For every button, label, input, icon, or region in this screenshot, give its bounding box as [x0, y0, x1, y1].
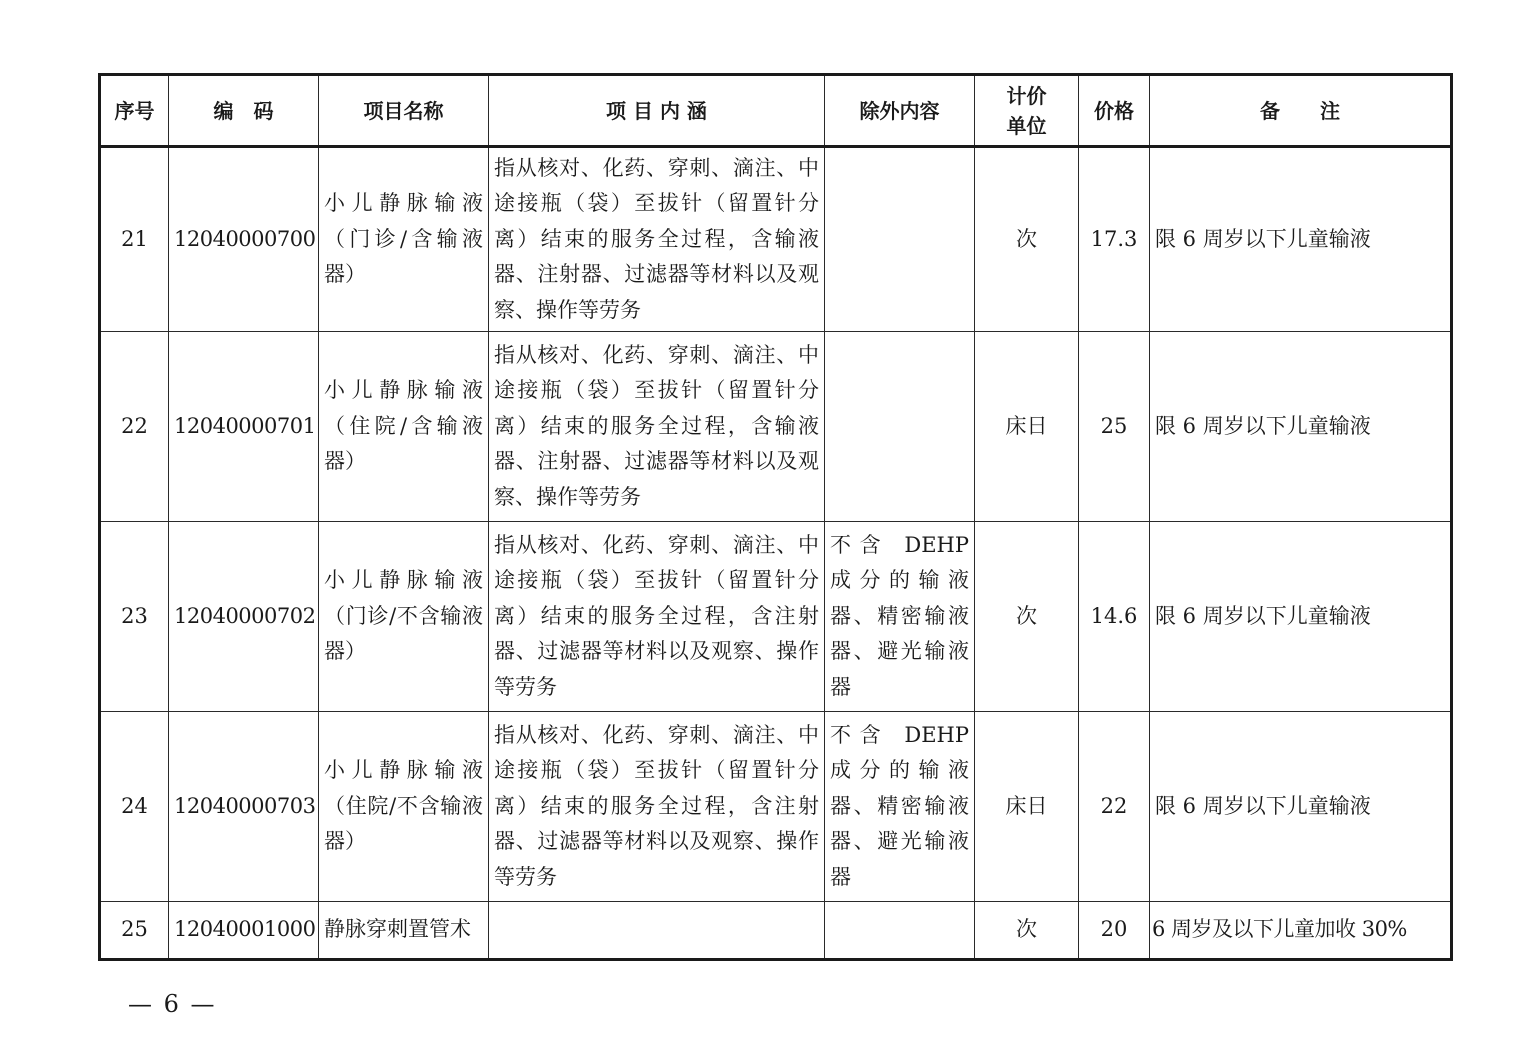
cell-seq: 21	[100, 147, 169, 332]
cell-exclusion	[825, 902, 975, 960]
cell-code: 12040000701	[169, 332, 319, 522]
cell-remark: 6 周岁及以下儿童加收 30%	[1150, 902, 1452, 960]
cell-remark: 限 6 周岁以下儿童输液	[1150, 147, 1452, 332]
cell-content: 指从核对、化药、穿刺、滴注、中途接瓶（袋）至拔针（留置针分离）结束的服务全过程，含输液器、注射器、过滤器等材料以及观察、操作等劳务	[489, 147, 825, 332]
cell-seq: 22	[100, 332, 169, 522]
header-name: 项目名称	[319, 75, 489, 147]
header-unit-line1: 计价	[1006, 83, 1047, 108]
header-exclusion: 除外内容	[825, 75, 975, 147]
cell-seq: 24	[100, 712, 169, 902]
cell-price: 14.6	[1079, 522, 1150, 712]
table-row	[100, 332, 1452, 522]
header-remark: 备 注	[1150, 75, 1452, 147]
header-code: 编 码	[169, 75, 319, 147]
cell-price: 25	[1079, 332, 1150, 522]
table-row	[100, 712, 1452, 902]
header-unit	[975, 75, 1079, 147]
cell-remark: 限 6 周岁以下儿童输液	[1150, 712, 1452, 902]
cell-code: 12040000702	[169, 522, 319, 712]
header-seq: 序号	[100, 75, 169, 147]
header-unit-line2: 单位	[1006, 113, 1047, 138]
table-row	[100, 522, 1452, 712]
cell-name: 小儿静脉输液（住院/不含输液器）	[319, 712, 489, 902]
cell-code: 12040001000	[169, 902, 319, 960]
cell-name: 静脉穿刺置管术	[319, 902, 489, 960]
cell-content: 指从核对、化药、穿刺、滴注、中途接瓶（袋）至拔针（留置针分离）结束的服务全过程，含输液器、注射器、过滤器等材料以及观察、操作等劳务	[489, 332, 825, 522]
cell-unit: 床日	[975, 712, 1079, 902]
table-row	[100, 147, 1452, 332]
cell-content: 指从核对、化药、穿刺、滴注、中途接瓶（袋）至拔针（留置针分离）结束的服务全过程，含注射器、过滤器等材料以及观察、操作等劳务	[489, 712, 825, 902]
cell-exclusion	[825, 147, 975, 332]
cell-seq: 25	[100, 902, 169, 960]
cell-remark: 限 6 周岁以下儿童输液	[1150, 522, 1452, 712]
cell-name: 小儿静脉输液（门诊/不含输液器）	[319, 522, 489, 712]
header-price: 价格	[1079, 75, 1150, 147]
cell-remark: 限 6 周岁以下儿童输液	[1150, 332, 1452, 522]
cell-content	[489, 902, 825, 960]
cell-exclusion: 不含 DEHP 成分的输液器、精密输液器、避光输液器	[825, 522, 975, 712]
cell-price: 20	[1079, 902, 1150, 960]
cell-seq: 23	[100, 522, 169, 712]
cell-content: 指从核对、化药、穿刺、滴注、中途接瓶（袋）至拔针（留置针分离）结束的服务全过程，含注射器、过滤器等材料以及观察、操作等劳务	[489, 522, 825, 712]
cell-unit: 次	[975, 147, 1079, 332]
cell-unit: 次	[975, 902, 1079, 960]
cell-code: 12040000703	[169, 712, 319, 902]
table-header-row	[100, 75, 1452, 147]
table-row	[100, 902, 1452, 960]
header-content: 项 目 内 涵	[489, 75, 825, 147]
cell-exclusion	[825, 332, 975, 522]
cell-price: 22	[1079, 712, 1150, 902]
cell-name: 小儿静脉输液（门诊/含输液器）	[319, 147, 489, 332]
page-number: — 6 —	[128, 990, 217, 1018]
cell-price: 17.3	[1079, 147, 1150, 332]
cell-name: 小儿静脉输液（住院/含输液器）	[319, 332, 489, 522]
cell-exclusion: 不含 DEHP 成分的输液器、精密输液器、避光输液器	[825, 712, 975, 902]
cell-unit: 床日	[975, 332, 1079, 522]
price-table	[98, 73, 1453, 961]
cell-code: 12040000700	[169, 147, 319, 332]
cell-unit: 次	[975, 522, 1079, 712]
